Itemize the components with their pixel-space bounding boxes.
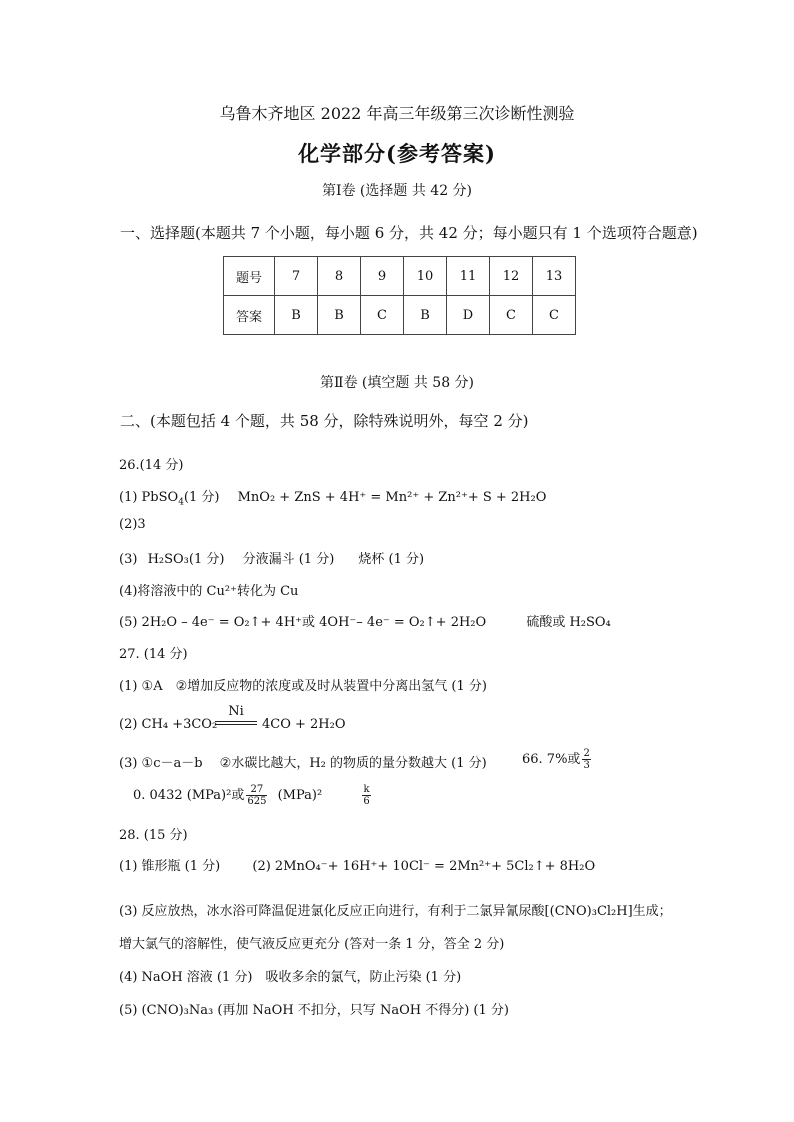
q28-answer-1 xyxy=(119,855,595,874)
table-cell: B xyxy=(404,296,447,335)
table-cell: D xyxy=(447,296,490,335)
table-cell: 12 xyxy=(490,257,533,296)
fraction-numerator: k xyxy=(363,784,370,795)
q26-a3-item3: 烧杯 (1 分) xyxy=(358,552,425,567)
table-cell: C xyxy=(533,296,576,335)
table-cell: 13 xyxy=(533,257,576,296)
fraction-numerator: 2 xyxy=(583,748,590,759)
q28-answer-3-line1: (3) 反应放热，冰水浴可降温促进氯化反应正向进行，有利于二氯异氰尿酸[(CNO)₃Cl₂H]生成； xyxy=(119,904,672,919)
table-cell: C xyxy=(490,296,533,335)
q27-answer-3b xyxy=(133,784,373,807)
q26-a1-score: (1 分) xyxy=(183,490,220,505)
q28-a1: (1) 锥形瓶 (1 分) xyxy=(119,859,221,874)
fraction-numerator: 27 xyxy=(246,784,267,796)
q26-a3-prefix: (3) xyxy=(119,552,138,567)
catalyst-arrow xyxy=(215,704,257,727)
q27-answer-2-right: 4CO + 2H₂O xyxy=(262,717,346,732)
q26-answer-4: (4)将溶液中的 Cu²⁺转化为 Cu xyxy=(119,584,299,599)
q27-title: 27. (14 分) xyxy=(119,647,188,662)
q28-title: 28. (15 分) xyxy=(119,828,188,843)
section1-heading: 一、选择题(本题共 7 个小题，每小题 6 分，共 42 分；每小题只有 1 个选项符合题意) xyxy=(120,224,698,242)
q26-a1-equation: MnO₂ + ZnS + 4H⁺ = Mn²⁺ + Zn²⁺+ S + 2H₂O xyxy=(237,490,547,505)
equilibrium-bars xyxy=(215,721,257,727)
table-cell: C xyxy=(361,296,404,335)
q26-a1-subscript: 4 xyxy=(178,497,184,508)
table-header-cell: 题号 xyxy=(224,257,275,296)
q26-a3-score: (1 分) xyxy=(188,552,225,567)
q26-title: 26.(14 分) xyxy=(119,458,184,473)
q26-a5-equation: (5) 2H₂O – 4e⁻ = O₂↑+ 4H⁺或 4OH⁻– 4e⁻ = O₂↑+ 2H₂O xyxy=(119,615,487,630)
q26-a1-label: (1) PbSO xyxy=(119,490,179,505)
q26-answer-5 xyxy=(119,611,611,630)
table-row xyxy=(224,257,576,296)
q26-answer-2: (2)3 xyxy=(119,517,146,532)
fraction-denominator: 6 xyxy=(363,796,370,807)
table-cell: B xyxy=(318,296,361,335)
answer-table xyxy=(223,256,576,335)
table-cell: 11 xyxy=(447,257,490,296)
table-cell: 8 xyxy=(318,257,361,296)
document-subtitle: 化学部分(参考答案) xyxy=(298,141,496,166)
q27-a3-value: 66. 7%或 xyxy=(522,752,581,767)
q27-a3b-unit: (MPa)² xyxy=(277,788,323,803)
part2-title: 第Ⅱ卷 (填空题 共 58 分) xyxy=(319,375,475,391)
q28-answer-3-line2: 增大氯气的溶解性，使气液反应更充分 (答对一条 1 分，答全 2 分) xyxy=(119,937,505,952)
fraction xyxy=(582,748,590,771)
q27-a3b-prefix: 0. 0432 (MPa)²或 xyxy=(133,788,245,803)
table-row xyxy=(224,296,576,335)
section2-heading: 二、(本题包括 4 个题，共 58 分，除特殊说明外，每空 2 分) xyxy=(120,412,529,430)
table-cell: 9 xyxy=(361,257,404,296)
table-cell: 7 xyxy=(275,257,318,296)
table-cell: B xyxy=(275,296,318,335)
q28-answer-5: (5) (CNO)₃Na₃ (再加 NaOH 不扣分，只写 NaOH 不得分) (1 分) xyxy=(119,1003,509,1018)
q28-answer-4: (4) NaOH 溶液 (1 分) 吸收多余的氯气，防止污染 (1 分) xyxy=(119,970,462,985)
q27-answer-2-left: (2) CH₄ +3CO₂ xyxy=(119,717,218,732)
part1-title: 第Ⅰ卷 (选择题 共 42 分) xyxy=(321,183,473,199)
fraction xyxy=(362,784,370,807)
table-cell: 10 xyxy=(404,257,447,296)
fraction-denominator: 625 xyxy=(247,796,267,807)
q27-answer-1: (1) ①A ②增加反应物的浓度或及时从装置中分离出氢气 (1 分) xyxy=(119,679,487,694)
q27-answer-3: (3) ①c－a－b ②水碳比越大，H₂ 的物质的量分数越大 (1 分) xyxy=(119,756,487,771)
fraction xyxy=(246,784,267,807)
q26-a5-tail: 硫酸或 H₂SO₄ xyxy=(526,615,611,630)
catalyst-label: Ni xyxy=(228,704,244,719)
q26-answer-1 xyxy=(119,486,546,508)
table-header-cell: 答案 xyxy=(224,296,275,335)
q26-a3-formula: H₂SO₃ xyxy=(147,552,189,567)
fraction-denominator: 3 xyxy=(583,760,590,771)
q26-a3-item2: 分液漏斗 (1 分) xyxy=(242,552,335,567)
q27-answer-3-value xyxy=(522,748,593,771)
q26-answer-3 xyxy=(119,548,424,567)
document-title: 乌鲁木齐地区 2022 年高三年级第三次诊断性测验 xyxy=(219,104,575,123)
q28-a2: (2) 2MnO₄⁻+ 16H⁺+ 10Cl⁻ = 2Mn²⁺+ 5Cl₂↑+ 8H₂O xyxy=(252,859,596,874)
